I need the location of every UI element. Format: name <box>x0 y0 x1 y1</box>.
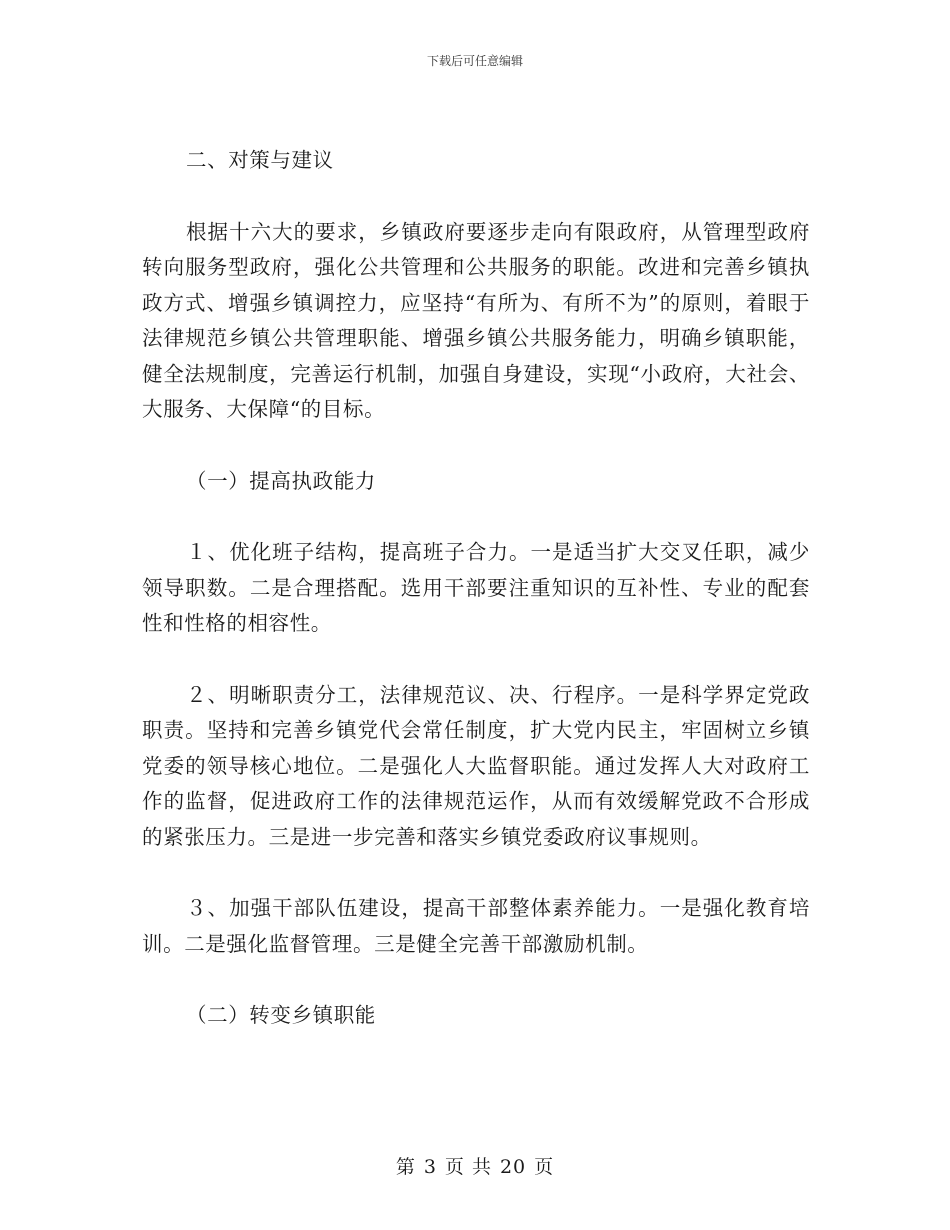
item-paragraph-3: ３、加强干部队伍建设，提高干部整体素养能力。一是强化教育培训。二是强化监督管理。三是健全完善干部激励机制。 <box>142 896 810 956</box>
page-header: 下载后可任意编辑 <box>426 54 523 68</box>
intro-paragraph: 根据十六大的要求，乡镇政府要逐步走向有限政府，从管理型政府转向服务型政府，强化公共管理和公共服务的职能。改进和完善乡镇执政方式、增强乡镇调控力，应坚持“有所为、有所不为”的原则，着眼于法律规范乡镇公共管理职能、增强乡镇公共服务能力，明确乡镇职能，健全法规制度，完善运行机制，加强自身建设，实现“小政府，大社会、大服务、大保障“的目标。 <box>142 219 810 421</box>
footer-suffix: 页 <box>534 1156 555 1178</box>
item-paragraph-2: ２、明晰职责分工，法律规范议、决、行程序。一是科学界定党政职责。坚持和完善乡镇党代会常任制度，扩大党内民主，牢固树立乡镇党委的领导核心地位。二是强化人大监督职能。通过发挥人大对政府工作的监督，促进政府工作的法律规范运作，从而有效缓解党政不合形成的紧张压力。三是进一步完善和落实乡镇党委政府议事规则。 <box>142 682 810 849</box>
footer-prefix: 第 <box>395 1156 416 1178</box>
footer-middle: 页 共 <box>444 1156 492 1178</box>
page-number: 3 <box>423 1156 437 1178</box>
subsection-title-1: （一）提高执政能力 <box>186 468 376 493</box>
subsection-title-2: （二）转变乡镇职能 <box>186 1003 376 1027</box>
page-footer <box>0 1152 950 1179</box>
section-title: 二、对策与建议 <box>186 148 334 172</box>
document-body <box>142 143 810 1034</box>
item-paragraph-1: １、优化班子结构，提高班子合力。一是适当扩大交叉任职，减少领导职数。二是合理搭配。选用干部要注重知识的互补性、专业的配套性和性格的相容性。 <box>142 540 810 635</box>
total-pages: 20 <box>499 1156 527 1178</box>
